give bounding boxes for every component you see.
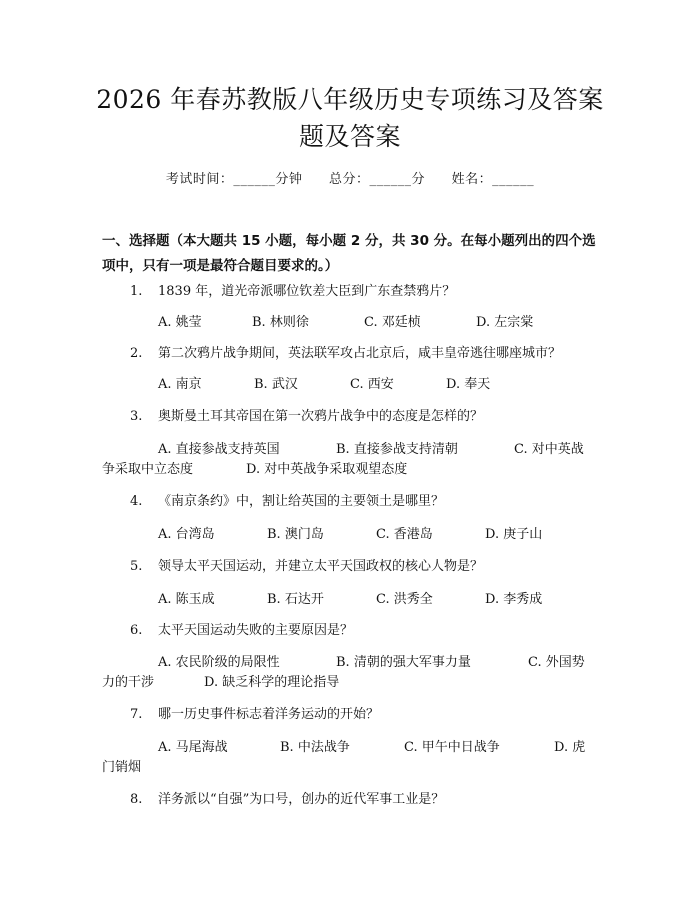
option-b: B. 林则徐 [252, 315, 309, 330]
question-number: 4. [130, 494, 143, 509]
student-name-field: 姓名：______ [451, 172, 535, 187]
option-b: B. 武汉 [254, 377, 298, 392]
question-stem: 洋务派以“自强”为口号，创办的近代军事工业是？ [158, 792, 445, 807]
section-heading-line: 一、选择题（本大题共 15 小题，每小题 2 分，共 30 分。在每小题列出的四个选 [102, 233, 596, 249]
option-d: D. 庚子山 [485, 527, 543, 542]
option-b: B. 清朝的强大军事力量 [336, 655, 471, 670]
option-c: C. 香港岛 [376, 527, 433, 542]
option-a: A. 直接参战支持英国 [158, 442, 280, 457]
option-c: C. 甲午中日战争 [404, 740, 500, 755]
exam-meta [0, 168, 700, 187]
option-d: D. 虎 [554, 740, 586, 755]
option-d: D. 缺乏科学的理论指导 [204, 675, 340, 690]
question-stem: 奥斯曼土耳其帝国在第一次鸦片战争中的态度是怎样的？ [158, 409, 484, 424]
question-stem: 《南京条约》中，割让给英国的主要领土是哪里？ [158, 494, 445, 509]
option-c-continued: 力的干涉 [102, 675, 155, 690]
section-heading-line: 项中，只有一项是最符合题目要求的。） [102, 258, 339, 274]
question-stem: 领导太平天国运动，并建立太平天国政权的核心人物是？ [158, 559, 484, 574]
question-stem: 1839 年，道光帝派哪位钦差大臣到广东查禁鸦片？ [158, 284, 456, 299]
question-number: 3. [130, 409, 143, 424]
option-b: B. 中法战争 [280, 740, 350, 755]
question-number: 8. [130, 792, 143, 807]
question-number: 5. [130, 559, 143, 574]
question-stem: 太平天国运动失败的主要原因是？ [158, 623, 354, 638]
question-number: 7. [130, 707, 143, 722]
question-number: 6. [130, 623, 143, 638]
option-a: A. 马尾海战 [158, 740, 228, 755]
question-stem: 第二次鸦片战争期间，英法联军攻占北京后，咸丰皇帝逃往哪座城市？ [158, 346, 562, 361]
option-c: C. 西安 [350, 377, 394, 392]
option-c: C. 洪秀全 [376, 592, 433, 607]
option-d: D. 左宗棠 [476, 315, 534, 330]
option-a: A. 台湾岛 [158, 527, 215, 542]
option-d: D. 对中英战争采取观望态度 [246, 462, 408, 477]
option-a: A. 农民阶级的局限性 [158, 655, 280, 670]
exam-score-field: 总分：______分 [328, 172, 425, 187]
question-number: 1. [130, 284, 143, 299]
option-d-continued: 门销烟 [102, 760, 142, 775]
exam-time-field: 考试时间：______分钟 [165, 172, 303, 187]
option-b: B. 直接参战支持清朝 [336, 442, 458, 457]
section-heading [102, 229, 602, 279]
option-d: D. 李秀成 [485, 592, 543, 607]
option-b: B. 澳门岛 [267, 527, 324, 542]
page-title-continued: 题及答案 [298, 122, 401, 151]
option-c: C. 外国势 [528, 655, 585, 670]
option-a: A. 陈玉成 [158, 592, 215, 607]
option-c-continued: 争采取中立态度 [102, 462, 194, 477]
option-b: B. 石达开 [267, 592, 324, 607]
page-title: 2026 年春苏教版八年级历史专项练习及答案 [96, 85, 604, 114]
option-a: A. 姚莹 [158, 315, 202, 330]
option-c: C. 邓廷桢 [364, 315, 421, 330]
option-c: C. 对中英战 [514, 442, 584, 457]
question-number: 2. [130, 346, 143, 361]
option-a: A. 南京 [158, 377, 202, 392]
question-stem: 哪一历史事件标志着洋务运动的开始？ [158, 707, 380, 722]
option-d: D. 奉天 [446, 377, 491, 392]
